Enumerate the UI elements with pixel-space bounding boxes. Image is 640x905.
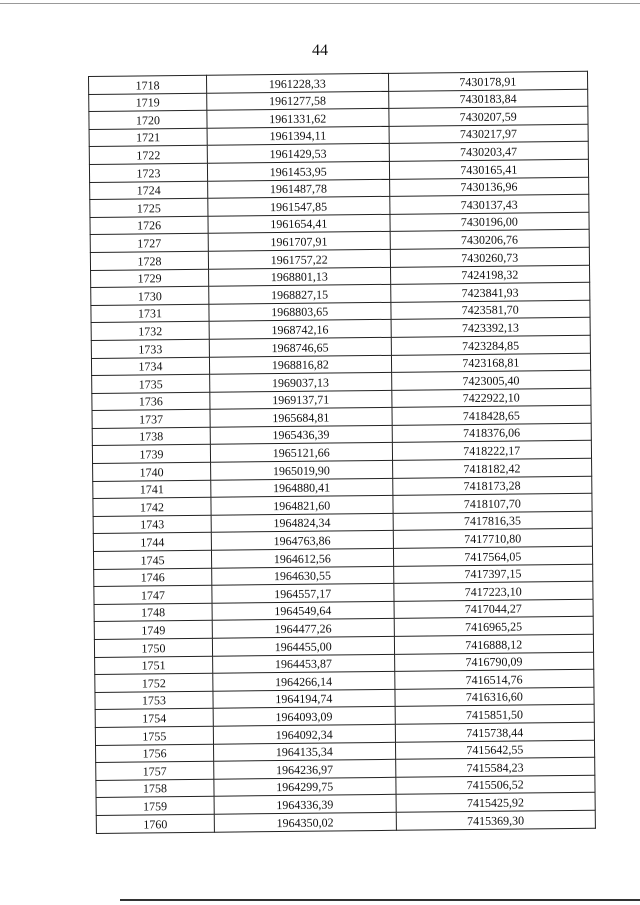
point-number-cell: 1751 (95, 656, 213, 675)
x-coordinate-cell: 1964477,26 (212, 619, 394, 638)
point-number-cell: 1725 (90, 198, 208, 217)
y-coordinate-cell: 7430183,84 (388, 89, 588, 109)
point-number-cell: 1720 (89, 110, 207, 129)
x-coordinate-cell: 1961654,41 (208, 214, 390, 233)
y-coordinate-cell: 7424198,32 (390, 265, 590, 285)
point-number-cell: 1730 (91, 286, 209, 305)
y-coordinate-cell: 7418107,70 (392, 493, 592, 513)
x-coordinate-cell: 1964350,02 (214, 812, 396, 831)
y-coordinate-cell: 7430165,41 (389, 159, 589, 179)
x-coordinate-cell: 1964557,17 (212, 584, 394, 603)
x-coordinate-cell: 1961331,62 (207, 109, 389, 128)
y-coordinate-cell: 7417564,05 (393, 546, 593, 566)
y-coordinate-cell: 7430136,96 (389, 177, 589, 197)
x-coordinate-cell: 1968742,16 (209, 320, 391, 339)
y-coordinate-cell: 7418376,06 (392, 423, 592, 443)
point-number-cell: 1732 (91, 322, 209, 341)
y-coordinate-cell: 7415642,55 (395, 740, 595, 760)
y-coordinate-cell: 7416888,12 (394, 634, 594, 654)
y-coordinate-cell: 7417223,10 (393, 581, 593, 601)
y-coordinate-cell: 7430217,97 (389, 124, 589, 144)
point-number-cell: 1722 (89, 146, 207, 165)
y-coordinate-cell: 7418182,42 (392, 458, 592, 478)
point-number-cell: 1743 (93, 515, 211, 534)
x-coordinate-cell: 1965436,39 (210, 425, 392, 444)
point-number-cell: 1739 (92, 445, 210, 464)
point-number-cell: 1746 (94, 568, 212, 587)
x-coordinate-cell: 1968803,65 (209, 302, 391, 321)
x-coordinate-cell: 1961277,58 (207, 91, 389, 110)
point-number-cell: 1726 (90, 216, 208, 235)
y-coordinate-cell: 7423005,40 (391, 370, 591, 390)
point-number-cell: 1724 (90, 181, 208, 200)
y-coordinate-cell: 7415584,23 (395, 757, 595, 777)
y-coordinate-cell: 7415851,50 (395, 705, 595, 725)
y-coordinate-cell: 7415738,44 (395, 722, 595, 742)
x-coordinate-cell: 1964821,60 (211, 496, 393, 515)
point-number-cell: 1729 (91, 269, 209, 288)
x-coordinate-cell: 1964299,75 (214, 777, 396, 796)
x-coordinate-cell: 1965684,81 (210, 408, 392, 427)
point-number-cell: 1755 (95, 726, 213, 745)
x-coordinate-cell: 1965121,66 (210, 443, 392, 462)
x-coordinate-cell: 1961429,53 (207, 144, 389, 163)
y-coordinate-cell: 7416965,25 (394, 617, 594, 637)
y-coordinate-cell: 7418222,17 (392, 441, 592, 461)
point-number-cell: 1731 (91, 304, 209, 323)
y-coordinate-cell: 7423841,93 (390, 282, 590, 302)
y-coordinate-cell: 7430207,59 (388, 106, 588, 126)
point-number-cell: 1719 (89, 93, 207, 112)
x-coordinate-cell: 1961228,33 (206, 73, 388, 92)
y-coordinate-cell: 7417044,27 (394, 599, 594, 619)
y-coordinate-cell: 7422922,10 (391, 388, 591, 408)
y-coordinate-cell: 7423581,70 (390, 300, 590, 320)
coordinates-table (88, 71, 596, 834)
x-coordinate-cell: 1968816,82 (209, 355, 391, 374)
point-number-cell: 1749 (94, 621, 212, 640)
point-number-cell: 1745 (93, 550, 211, 569)
point-number-cell: 1758 (96, 779, 214, 798)
y-coordinate-cell: 7415369,30 (396, 810, 596, 830)
x-coordinate-cell: 1964612,56 (211, 548, 393, 567)
x-coordinate-cell: 1964549,64 (212, 601, 394, 620)
y-coordinate-cell: 7415506,52 (395, 775, 595, 795)
point-number-cell: 1733 (91, 339, 209, 358)
y-coordinate-cell: 7415425,92 (396, 793, 596, 813)
point-number-cell: 1747 (94, 585, 212, 604)
y-coordinate-cell: 7430260,73 (390, 247, 590, 267)
x-coordinate-cell: 1964092,34 (213, 724, 395, 743)
point-number-cell: 1754 (95, 709, 213, 728)
x-coordinate-cell: 1969137,71 (210, 390, 392, 409)
y-coordinate-cell: 7417710,80 (393, 529, 593, 549)
point-number-cell: 1734 (91, 357, 209, 376)
x-coordinate-cell: 1968801,13 (208, 267, 390, 286)
x-coordinate-cell: 1968827,15 (209, 284, 391, 303)
point-number-cell: 1752 (95, 673, 213, 692)
y-coordinate-cell: 7418428,65 (392, 406, 592, 426)
x-coordinate-cell: 1961547,85 (208, 197, 390, 216)
bottom-scan-line (120, 899, 640, 901)
y-coordinate-cell: 7423392,13 (391, 318, 591, 338)
point-number-cell: 1760 (96, 814, 214, 833)
x-coordinate-cell: 1969037,13 (210, 372, 392, 391)
point-number-cell: 1753 (95, 691, 213, 710)
x-coordinate-cell: 1964135,34 (213, 742, 395, 761)
y-coordinate-cell: 7417816,35 (393, 511, 593, 531)
point-number-cell: 1740 (93, 462, 211, 481)
point-number-cell: 1718 (89, 75, 207, 94)
x-coordinate-cell: 1964455,00 (212, 636, 394, 655)
point-number-cell: 1744 (93, 533, 211, 552)
x-coordinate-cell: 1961453,95 (207, 161, 389, 180)
x-coordinate-cell: 1964630,55 (212, 566, 394, 585)
x-coordinate-cell: 1964880,41 (211, 478, 393, 497)
table-body (89, 71, 596, 833)
y-coordinate-cell: 7430196,00 (390, 212, 590, 232)
x-coordinate-cell: 1964336,39 (214, 795, 396, 814)
y-coordinate-cell: 7430203,47 (389, 142, 589, 162)
point-number-cell: 1735 (92, 374, 210, 393)
point-number-cell: 1737 (92, 410, 210, 429)
x-coordinate-cell: 1964763,86 (211, 531, 393, 550)
top-scan-line (0, 3, 640, 4)
y-coordinate-cell: 7423284,85 (391, 335, 591, 355)
point-number-cell: 1759 (96, 797, 214, 816)
x-coordinate-cell: 1964194,74 (213, 689, 395, 708)
point-number-cell: 1756 (96, 744, 214, 763)
y-coordinate-cell: 7416514,76 (394, 669, 594, 689)
x-coordinate-cell: 1968746,65 (209, 337, 391, 356)
point-number-cell: 1748 (94, 603, 212, 622)
point-number-cell: 1741 (93, 480, 211, 499)
y-coordinate-cell: 7416316,60 (394, 687, 594, 707)
y-coordinate-cell: 7418173,28 (392, 476, 592, 496)
point-number-cell: 1721 (89, 128, 207, 147)
x-coordinate-cell: 1961487,78 (208, 179, 390, 198)
x-coordinate-cell: 1964824,34 (211, 513, 393, 532)
y-coordinate-cell: 7430178,91 (388, 71, 588, 91)
y-coordinate-cell: 7430137,43 (389, 194, 589, 214)
point-number-cell: 1736 (92, 392, 210, 411)
y-coordinate-cell: 7417397,15 (393, 564, 593, 584)
y-coordinate-cell: 7416790,09 (394, 652, 594, 672)
x-coordinate-cell: 1964236,97 (214, 759, 396, 778)
x-coordinate-cell: 1961394,11 (207, 126, 389, 145)
x-coordinate-cell: 1964266,14 (213, 672, 395, 691)
point-number-cell: 1738 (92, 427, 210, 446)
page-number: 44 (312, 42, 328, 59)
point-number-cell: 1742 (93, 497, 211, 516)
point-number-cell: 1727 (90, 234, 208, 253)
x-coordinate-cell: 1961757,22 (208, 249, 390, 268)
x-coordinate-cell: 1961707,91 (208, 232, 390, 251)
point-number-cell: 1728 (90, 251, 208, 270)
point-number-cell: 1750 (94, 638, 212, 657)
point-number-cell: 1757 (96, 761, 214, 780)
x-coordinate-cell: 1964453,87 (213, 654, 395, 673)
x-coordinate-cell: 1965019,90 (211, 460, 393, 479)
x-coordinate-cell: 1964093,09 (213, 707, 395, 726)
y-coordinate-cell: 7423168,81 (391, 353, 591, 373)
y-coordinate-cell: 7430206,76 (390, 230, 590, 250)
point-number-cell: 1723 (89, 163, 207, 182)
